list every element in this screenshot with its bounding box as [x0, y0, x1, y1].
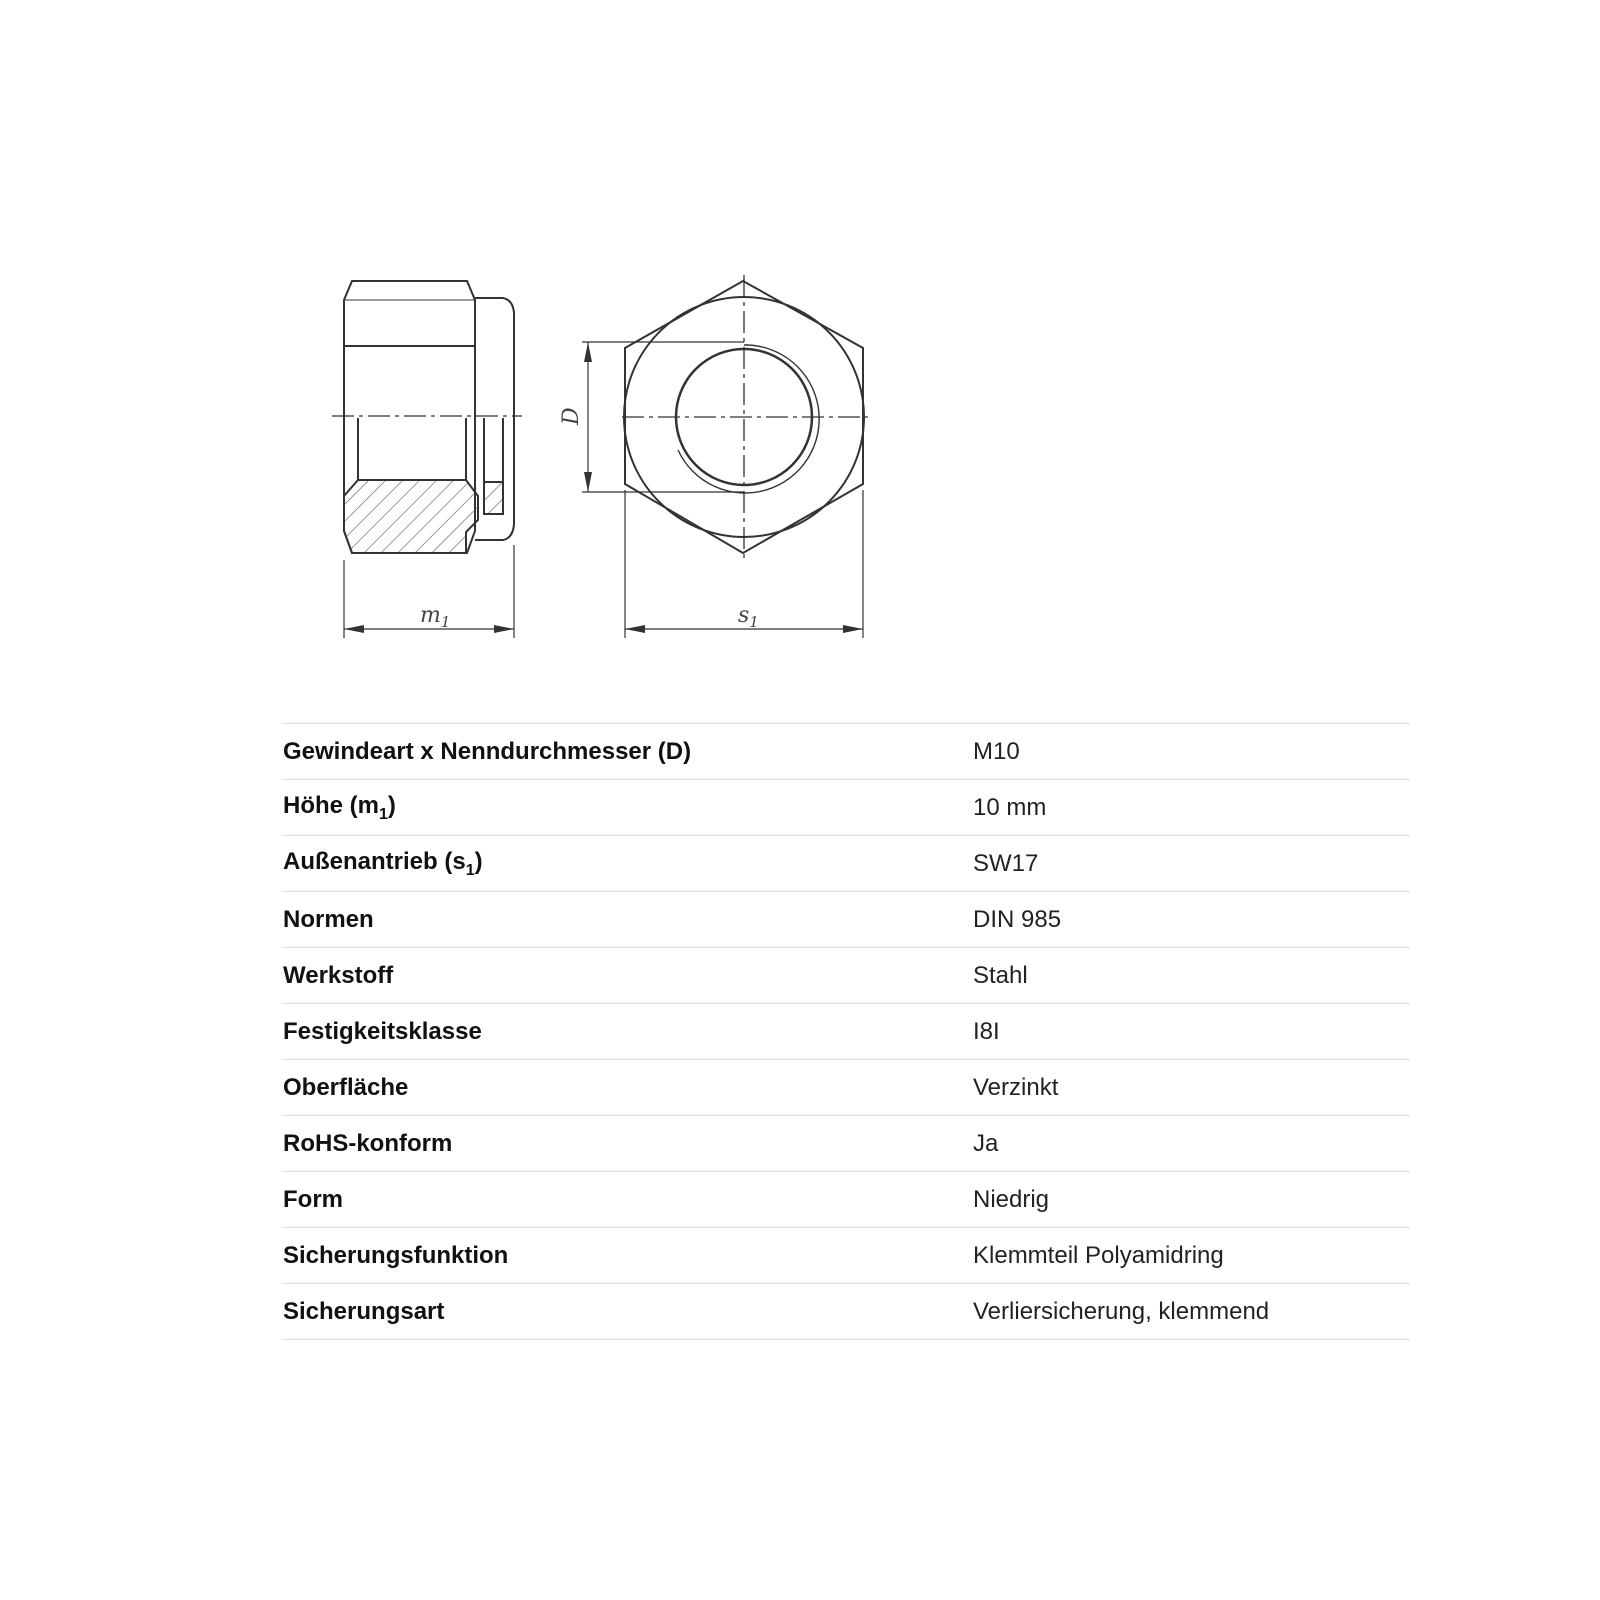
- nut-side-view: [332, 281, 522, 638]
- table-row: [283, 1172, 1410, 1228]
- dimension-label-s1: $s_1$: [738, 603, 759, 631]
- spec-value: DIN 985: [973, 905, 1062, 933]
- table-row: [283, 1060, 1410, 1116]
- spec-value: I8I: [973, 1017, 1000, 1045]
- spec-key: Sicherungsfunktion: [283, 1241, 509, 1269]
- table-row: [283, 780, 1410, 836]
- spec-key: Oberfläche: [283, 1073, 409, 1101]
- dimension-label-m1: $m_1$: [420, 603, 451, 631]
- nut-technical-drawing: [320, 265, 880, 660]
- spec-value: M10: [973, 737, 1020, 765]
- spec-value: Stahl: [973, 961, 1028, 989]
- spec-value: 10 mm: [973, 793, 1047, 821]
- table-row: [283, 892, 1410, 948]
- dimension-label-d: D: [559, 407, 584, 425]
- spec-key: RoHS-konform: [283, 1129, 453, 1157]
- spec-key: Außenantrieb $(s_1)$: [283, 847, 483, 879]
- table-row: [283, 1228, 1410, 1284]
- table-row: [283, 1116, 1410, 1172]
- spec-key: Normen: [283, 905, 374, 933]
- spec-key: Höhe $(m_1)$: [283, 791, 396, 823]
- spec-value: Verliersicherung, klemmend: [973, 1297, 1270, 1325]
- table-row: [283, 948, 1410, 1004]
- table-row: [283, 724, 1410, 780]
- spec-value: SW17: [973, 849, 1039, 877]
- spec-value: Ja: [973, 1129, 999, 1157]
- spec-value: Niedrig: [973, 1185, 1050, 1213]
- spec-key: Gewindeart x Nenndurchmesser (D): [283, 737, 692, 765]
- spec-value: Verzinkt: [973, 1073, 1059, 1101]
- spec-key: Sicherungsart: [283, 1297, 445, 1325]
- nut-front-view: [582, 275, 868, 638]
- spec-table: [283, 723, 1410, 1340]
- spec-key: Werkstoff: [283, 961, 394, 989]
- table-row: [283, 836, 1410, 892]
- spec-key: Festigkeitsklasse: [283, 1017, 482, 1045]
- spec-value: Klemmteil Polyamidring: [973, 1241, 1224, 1269]
- table-row: [283, 1284, 1410, 1340]
- spec-key: Form: [283, 1185, 343, 1213]
- table-row: [283, 1004, 1410, 1060]
